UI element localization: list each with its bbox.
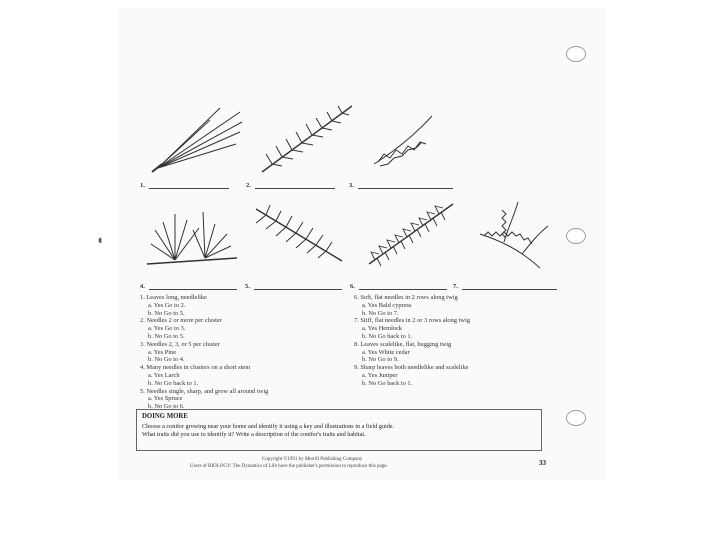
- key-step-8: 8. Leaves scalelike, flat, hugging twig: [354, 340, 452, 348]
- key-step-8a: a. Yes White cedar: [362, 348, 410, 356]
- binder-hole-mid-right: [566, 228, 586, 244]
- binder-hole-bottom-right: [566, 410, 586, 426]
- doing-more-box: [136, 409, 542, 451]
- key-step-1: 1. Leaves long, needlelike: [140, 294, 207, 301]
- blank-6[interactable]: 6.: [350, 283, 447, 290]
- blank-1[interactable]: 1.: [140, 182, 229, 189]
- key-step-4b: b. No Go back to 1.: [148, 379, 199, 387]
- figure-1-long-needle-cluster-icon: [150, 100, 245, 175]
- figure-4-short-stem-cluster-icon: [145, 200, 240, 270]
- blank-4[interactable]: 4.: [140, 283, 237, 290]
- key-step-3b: b. No Go to 4.: [148, 356, 185, 364]
- key-step-8b: b. No Go to 9.: [362, 356, 399, 364]
- key-step-5b: b. No Go to 6.: [148, 403, 185, 411]
- key-step-1b: b. No Go to 5.: [148, 309, 185, 317]
- key-step-2a: a. Yes Go to 3.: [148, 325, 186, 333]
- page-number: 33: [539, 459, 546, 467]
- key-step-9a: a. Yes Juniper: [362, 371, 398, 379]
- key-step-4a: a. Yes Larch: [148, 371, 180, 379]
- blank-7[interactable]: 7.: [453, 283, 557, 290]
- key-step-5: 5. Needles single, sharp, and grow all around twig: [140, 387, 269, 395]
- key-step-6: 6. Soft, flat needles in 2 rows along twig: [354, 294, 458, 301]
- binder-hole-top-right: [566, 46, 586, 62]
- doing-more-text: [142, 423, 394, 438]
- key-step-2: 2. Needles 2 or more per cluster: [140, 317, 222, 325]
- pen-mark-left: ◖: [96, 232, 104, 247]
- blank-3[interactable]: 3.: [349, 182, 453, 189]
- key-step-6a: a. Yes Bald cypress: [362, 301, 412, 309]
- key-step-4: 4. Many needles in clusters on a short stem: [140, 364, 251, 372]
- key-step-7a: a. Yes Hemlock: [362, 325, 403, 333]
- key-step-9b: b. No Go back to 1.: [362, 379, 413, 387]
- figure-3-scalelike-twig-icon: [370, 110, 440, 170]
- key-step-9: 9. Sharp leaves both needlelike and scalelike: [354, 364, 469, 372]
- key-right-column: [354, 294, 470, 388]
- blank-5[interactable]: 5.: [245, 283, 342, 290]
- copyright-line: Copyright ©1991 by Merrill Publishing Company: [262, 457, 363, 462]
- key-step-3: 3. Needles 2, 3, or 5 per cluster: [140, 340, 220, 348]
- key-step-5a: a. Yes Spruce: [148, 395, 183, 403]
- doing-more-heading: DOING MORE: [142, 413, 188, 420]
- doing-more-line-1: Choose a conifer growing near your home and identify it using a key and illustrations in a field guide.: [142, 423, 395, 430]
- figure-5-soft-two-row-needles-icon: [252, 203, 347, 265]
- key-step-3a: a. Yes Pine: [148, 348, 177, 356]
- blank-2[interactable]: 2.: [246, 182, 335, 189]
- key-step-7: 7. Stiff, flat needles in 2 or 3 rows along twig: [354, 317, 470, 325]
- key-step-6b: b. No Go to 7.: [362, 309, 399, 317]
- key-step-1a: a. Yes Go to 2.: [148, 301, 186, 309]
- key-left-column: [140, 294, 268, 411]
- figure-2-two-row-needles-icon: [258, 98, 358, 176]
- doing-more-line-2: What traits did you use to identify it? Write a description of the conifer's traits and habitat.: [142, 430, 366, 438]
- figure-6-spruce-twig-icon: [365, 198, 457, 270]
- figure-7-juniper-twig-icon: [474, 198, 554, 276]
- key-step-2b: b. No Go to 5.: [148, 332, 185, 340]
- permission-line: Users of BIOLOGY: The Dynamics of Life have the publisher's permission to reproduce this page.: [190, 464, 388, 469]
- key-step-7b: b. No Go back to 1.: [362, 332, 413, 340]
